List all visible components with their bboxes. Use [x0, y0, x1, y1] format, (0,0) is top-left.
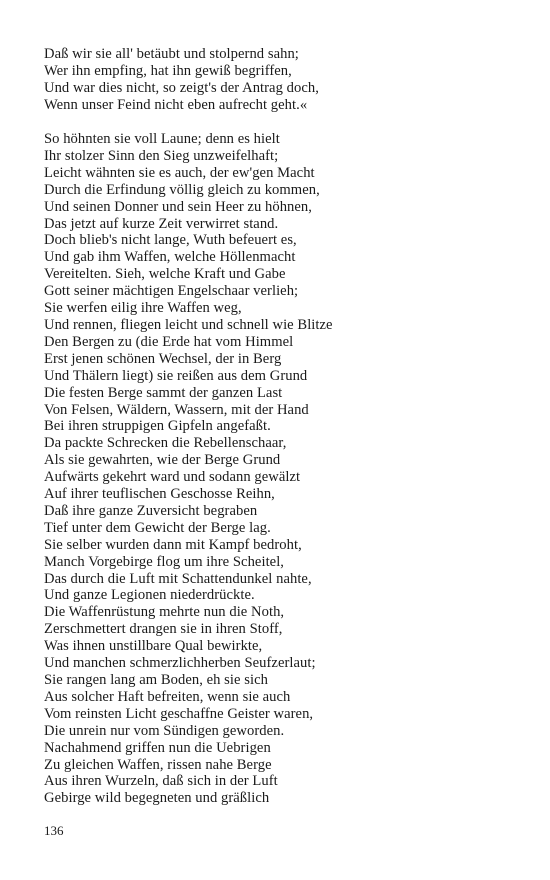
verse-line: Tief unter dem Gewicht der Berge lag.	[44, 519, 271, 536]
verse-line: Erst jenen schönen Wechsel, der in Berg	[44, 350, 282, 367]
verse-line: Und seinen Donner und sein Heer zu höhnen,	[44, 198, 312, 215]
verse-line: Und ganze Legionen niederdrückte.	[44, 587, 255, 604]
stanza-1	[44, 46, 319, 114]
verse-line: Leicht wähnten sie es auch, der ew'gen Macht	[44, 164, 315, 181]
verse-line: Den Bergen zu (die Erde hat vom Himmel	[44, 333, 294, 350]
verse-line: Da packte Schrecken die Rebellenschaar,	[44, 435, 287, 452]
verse-line: Wer ihn empfing, hat ihn gewiß begriffen,	[44, 62, 292, 79]
stanza-2	[44, 131, 333, 807]
verse-line: Ihr stolzer Sinn den Sieg unzweifelhaft;	[44, 147, 279, 164]
verse-line: Die unrein nur vom Sündigen geworden.	[44, 722, 285, 739]
verse-line: Daß ihre ganze Zuversicht begraben	[44, 502, 258, 519]
verse-line: Das jetzt auf kurze Zeit verwirret stand.	[44, 215, 279, 232]
verse-line: Und rennen, fliegen leicht und schnell wie Blitze	[44, 316, 333, 333]
verse-line: Zu gleichen Waffen, rissen nahe Berge	[44, 756, 272, 773]
verse-line: So höhnten sie voll Laune; denn es hielt	[44, 131, 280, 147]
verse-line: Aus ihren Wurzeln, daß sich in der Luft	[44, 773, 278, 790]
verse-line: Doch blieb's nicht lange, Wuth befeuert es,	[44, 232, 297, 249]
verse-line: Was ihnen unstillbare Qual bewirkte,	[44, 638, 263, 655]
verse-line: Aufwärts gekehrt ward und sodann gewälzt	[44, 469, 301, 486]
verse-line: Die Waffenrüstung mehrte nun die Noth,	[44, 604, 285, 621]
verse-line: Wenn unser Feind nicht eben aufrecht geht.«	[44, 96, 308, 113]
verse-line: Sie rangen lang am Boden, eh sie sich	[44, 672, 268, 688]
verse-line: Die festen Berge sammt der ganzen Last	[44, 384, 283, 401]
page-number: 136	[44, 823, 64, 838]
verse-line: Gebirge wild begegneten und gräßlich	[44, 790, 270, 807]
verse-line: Und manchen schmerzlichherben Seufzerlaut;	[44, 655, 316, 672]
verse-line: Manch Vorgebirge flog um ihre Scheitel,	[44, 553, 285, 570]
verse-line: Sie werfen eilig ihre Waffen weg,	[44, 300, 242, 317]
verse-line: Vom reinsten Licht geschaffne Geister waren,	[44, 705, 314, 722]
verse-line: Sie selber wurden dann mit Kampf bedroht,	[44, 536, 302, 553]
verse-line: Gott seiner mächtigen Engelschaar verlieh;	[44, 283, 299, 300]
verse-line: Vereitelten. Sieh, welche Kraft und Gabe	[44, 266, 286, 283]
verse-line: Zerschmettert drangen sie in ihren Stoff,	[44, 621, 283, 638]
verse-line: Von Felsen, Wäldern, Wassern, mit der Hand	[44, 401, 309, 418]
verse-line: Und gab ihm Waffen, welche Höllenmacht	[44, 249, 296, 266]
verse-line: Als sie gewahrten, wie der Berge Grund	[44, 452, 281, 469]
verse-line: Bei ihren struppigen Gipfeln angefaßt.	[44, 418, 271, 435]
verse-line: Daß wir sie all' betäubt und stolpernd sahn;	[44, 46, 299, 62]
verse-line: Durch die Erfindung völlig gleich zu kommen,	[44, 181, 320, 198]
verse-line: Auf ihrer teuflischen Geschosse Reihn,	[44, 486, 275, 503]
verse-line: Nachahmend griffen nun die Uebrigen	[44, 739, 271, 756]
verse-line: Und Thälern liegt) sie reißen aus dem Grund	[44, 367, 308, 384]
verse-line: Aus solcher Haft befreiten, wenn sie auch	[44, 688, 291, 705]
verse-line: Das durch die Luft mit Schattendunkel nahte,	[44, 570, 312, 587]
verse-line: Und war dies nicht, so zeigt's der Antrag doch,	[44, 79, 319, 96]
